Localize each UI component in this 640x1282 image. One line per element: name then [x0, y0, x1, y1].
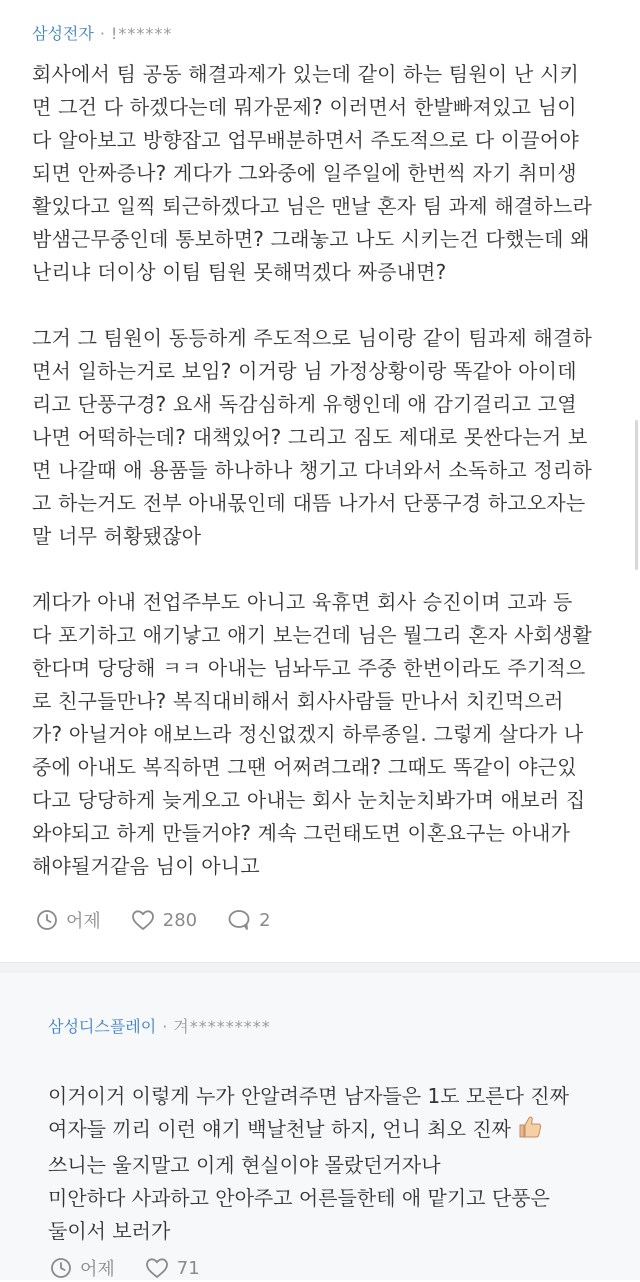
separator-dot: ·: [99, 24, 105, 43]
scrollbar-thumb[interactable]: [635, 420, 638, 570]
reply-card: [0, 973, 640, 1280]
clock-icon: [50, 1257, 72, 1279]
reply-author-line: [48, 1017, 271, 1037]
chat-bubble-icon: [227, 909, 251, 931]
heart-icon: [131, 909, 155, 931]
clock-icon: [36, 909, 58, 931]
like-count: 71: [176, 1257, 200, 1279]
timestamp-text: 어제: [66, 911, 101, 932]
reply-count: 2: [259, 909, 271, 931]
like-button[interactable]: [131, 909, 197, 931]
reply-paragraph: 쓰니는 울지말고 이게 현실이야 몰랐던거자나 미안하다 사과하고 안아주고 어른들한테 애 맡기고 단풍은 둘이서 보러가: [48, 1153, 550, 1243]
comment-paragraph: 그거 그 팀원이 동등하게 주도적으로 님이랑 같이 팀과제 해결하 면서 일하는거로 보임? 이거랑 님 가정상황이랑 똑같아 아이데 리고 단풍구경? 요새 독감심하게 유행인데 애 감기걸리고 고열 나면 어떡하는데? 대책있어? 그리고 짐도 제대로 못싼다는거 보 면 나갈때 애 용품들 하나하나 챙기고 다녀와서 소독하고 정리하 고 하는거도 전부 아내몫인데 대뜸 나가서 단풍구경 하고오자는 말 너무 허황됐잖아: [32, 326, 592, 548]
comment-meta-bar: [36, 906, 301, 934]
reply-author-handle: 겨*********: [173, 1017, 271, 1036]
heart-icon: [145, 1257, 169, 1279]
reply-paragraph: [48, 1047, 628, 1149]
comment-author-line: [32, 24, 172, 44]
reply-meta-bar: [50, 1254, 230, 1282]
like-count: 280: [162, 909, 198, 931]
timestamp-text: 어제: [80, 1259, 115, 1280]
thumbs-up-emoji: [517, 1115, 543, 1149]
timestamp: [36, 907, 101, 933]
reply-button[interactable]: [227, 909, 270, 931]
comment-paragraph: 회사에서 팀 공동 해결과제가 있는데 같이 하는 팀원이 난 시키 면 그건 다 하겠다는데 뭐가문제? 이러면서 한발빠져있고 님이 다 알아보고 방향잡고 업무배분하면서 주도적으로 다 이끌어야 되면 안짜증나? 게다가 그와중에 일주일에 한번씩 자기 취미생 활있다고 일찍 퇴근하겠다고 님은 맨날 혼자 팀 과제 해결하느라 밤샘근무중인데 통보하면? 그래놓고 나도 시키는건 다했는데 왜 난리냐 더이상 이팀 팀원 못해먹겠다 짜증내면?: [32, 62, 592, 284]
like-button[interactable]: [145, 1257, 200, 1279]
author-company[interactable]: 삼성전자: [32, 24, 94, 43]
reply-paragraph-text: 이거이거 이렇게 누가 안알려주면 남자들은 1도 모른다 진짜 여자들 끼리 이런 얘기 백날천날 하지, 언니 최오 진짜: [48, 1084, 569, 1141]
author-handle: !******: [110, 24, 173, 43]
reply-timestamp: [50, 1255, 115, 1281]
separator-dot: ·: [162, 1017, 168, 1036]
comment-paragraph: 게다가 아내 전업주부도 아니고 육휴면 회사 승진이며 고과 등 다 포기하고 애기낳고 애기 보는건데 님은 뭘그리 혼자 사회생활 한다며 당당해 ㅋㅋ 아내는 님놔두고 주중 한번이라도 주기적으 로 친구들만나? 복직대비해서 회사사람들 만나서 치킨먹으러 가? 아닐거야 애보느라 정신없겠지 하루종일. 그렇게 살다가 나 중에 아내도 복직하면 그땐 어쩌려그래? 그때도 똑같이 야근있 다고 당당하게 늦게오고 아내는 회사 눈치눈치봐가며 애보러 집 와야되고 하게 만들거야? 계속 그런태도면 이혼요구는 아내가 해야될거같음 님이 아니고: [32, 590, 592, 878]
reply-author-company[interactable]: 삼성디스플레이: [48, 1017, 157, 1036]
